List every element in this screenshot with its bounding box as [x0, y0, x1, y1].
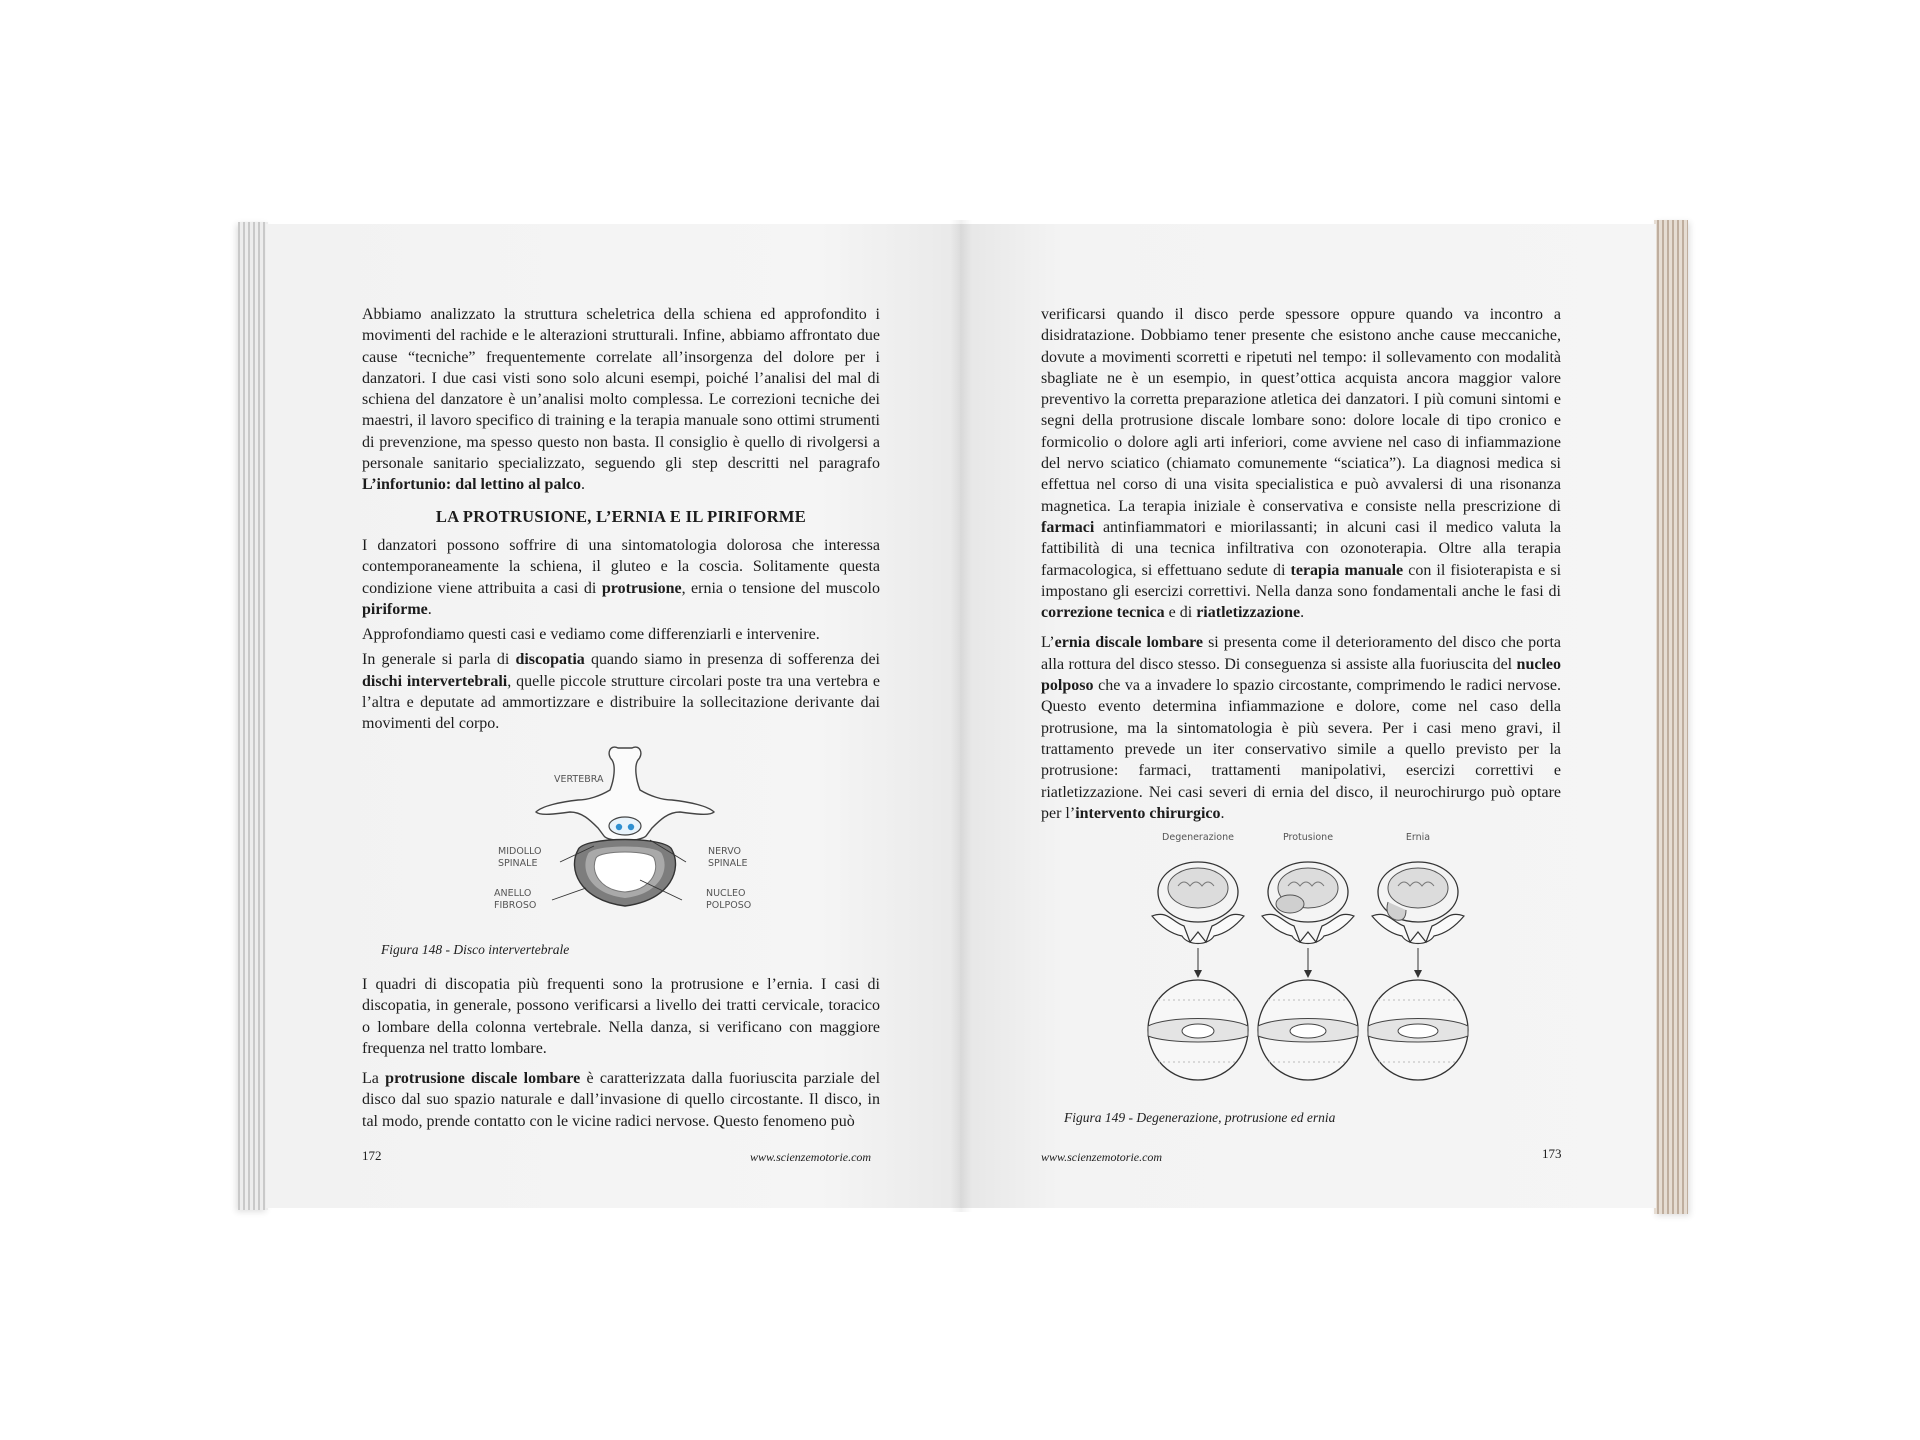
bold-term: terapia manuale — [1290, 561, 1404, 579]
label-midollo-1: MIDOLLO — [498, 846, 542, 857]
bold-term: L’infortunio: dal lettino al palco — [362, 476, 581, 494]
figure-148-disc-diagram — [490, 740, 770, 925]
stage-degeneration — [1148, 832, 1248, 1080]
bold-term: protrusione — [601, 579, 682, 597]
spinal-canal — [609, 817, 641, 835]
left-page-column-bottom — [362, 974, 880, 1136]
stage-protrusion — [1258, 832, 1358, 1080]
nucleus-top-view — [1168, 868, 1228, 908]
paragraph-ernia: L’ernia discale lombare si presenta come il deterioramento del disco che porta alla rottura del disco stesso. Di conseguenza si assiste alla fuoriuscita del nucleo polposo che va a invadere lo spazio circostante, comprimendo le radici nervose. Questo evento determina infiammazione e dolore, come nel caso della protrusione, ma la sintomatologia è più severa. Per i casi meno gravi, il trattamento prevede un iter conservativo simile a quello previsto per la protrusione: farmaci, trattamenti manipolativi, esercizi correttivi e riatletizzazione. Nei casi severi di ernia del disco, il neurochirurgo può optare per l’intervento chirurgico. — [1041, 634, 1561, 822]
left-page-edges — [238, 222, 268, 1210]
bold-term: farmaci — [1041, 518, 1095, 536]
stage-label-protrusion: Protusione — [1282, 832, 1334, 843]
section-heading: LA PROTRUSIONE, L’ERNIA E IL PIRIFORME — [435, 506, 807, 526]
paragraph-discopatia: In generale si parla di discopatia quando siamo in presenza di sofferenza dei dischi intervertebrali, quelle piccole strutture circolari poste tra una vertebra e l’altra e deputate ad ammortizzare e distribuire la sollecitazione derivante dai movimenti del corpo. — [362, 651, 880, 733]
spinal-cord-right — [628, 824, 634, 830]
right-page-edges — [1654, 220, 1688, 1214]
label-nervo-2: SPINALE — [708, 858, 748, 869]
label-nervo-1: NERVO — [708, 846, 741, 857]
figure-149-caption: Figura 149 - Degenerazione, protrusione ed ernia — [1064, 1110, 1336, 1125]
bold-term: discopatia — [515, 651, 585, 669]
label-midollo-2: SPINALE — [498, 858, 538, 869]
bold-term: riatletizzazione — [1196, 604, 1301, 622]
label-vertebra: VERTEBRA — [554, 774, 604, 785]
bold-term: protrusione discale lombare — [385, 1070, 581, 1088]
right-page-number: 173 — [1542, 1146, 1562, 1161]
bold-term: nucleo polposo — [1041, 655, 1561, 695]
figure-149-disc-stages — [1140, 830, 1480, 1100]
label-nucleo-1: NUCLEO — [706, 888, 746, 899]
bold-term: correzione tecnica — [1041, 604, 1165, 622]
left-page-url: www.scienzemotorie.com — [750, 1150, 872, 1164]
leader-anello — [552, 888, 586, 900]
bold-term: ernia discale lombare — [1054, 634, 1204, 652]
paragraph-protrusione: La protrusione discale lombare è caratterizzata dalla fuoriuscita parziale del disco dal suo spazio naturale e dall’invasione di quello circostante. Il disco, in tal modo, prende contatto con le vicine radici nervose. Questo fenomeno può — [362, 1070, 881, 1130]
stage-label-degeneration: Degenerazione — [1162, 832, 1234, 843]
right-page-column — [1041, 304, 1561, 828]
label-nucleo-2: POLPOSO — [706, 900, 752, 911]
paragraph-approfondiamo: Approfondiamo questi casi e vediamo come differenziarli e intervenire. — [362, 626, 820, 644]
nucleus-top-view — [1388, 868, 1448, 908]
paragraph-cause: verificarsi quando il disco perde spessore oppure quando va incontro a disidratazione. Dobbiamo tener presente che esistono anche cause meccaniche, dovute a movimenti scorretti e ripetuti nel tempo: il sollevamento con modalità sbagliate ne è un esempio, in quest’ottica acquista ancora maggior valore preventivo la corretta preparazione atletica dei danzatori. I più comuni sintomi e segni della protrusione discale lombare sono: dolore locale di tipo cronico e formicolio o dolore agli arti inferiori, come avviene nel caso di infiammazione del nervo sciatico (chiamato comunemente “sciatica”). La diagnosi medica si effettua nel corso di una visita specialistica e può avvalersi di una risonanza magnetica. La terapia iniziale è conservativa e consiste nella prescrizione di farmaci antinfiammatori e miorilassanti; in alcuni casi il medico valuta la fattibilità di una tecnica infiltrativa con ozonoterapia. Oltre alla terapia farmacologica, si effettuano sedute di terapia manuale con il fisioterapista e si impostano gli esercizi correttivi. Nella danza sono fondamentali anche le fasi di correzione tecnica e di riatletizzazione. — [1041, 306, 1562, 622]
stage-hernia — [1368, 832, 1468, 1080]
figure-148-caption: Figura 148 - Disco intervertebrale — [381, 942, 570, 957]
book-gutter — [950, 220, 972, 1212]
label-anello-1: ANELLO — [494, 888, 532, 899]
left-page-number: 172 — [362, 1148, 382, 1163]
paragraph-quadri: I quadri di discopatia più frequenti sono la protrusione e l’ernia. I casi di discopatia, in generale, possono verificarsi a livello dei tratti cervicale, toracico o lombare della colonna vertebrale. Nella danza, si verificano con maggiore frequenza nel tratto lombare. — [362, 976, 880, 1057]
intro-paragraph: Abbiamo analizzato la struttura scheletrica della schiena ed approfondito i movimenti del rachide e le alterazioni strutturali. Infine, abbiamo affrontato due cause “tecniche” frequentemente correlate all’insorgenza del dolore per i danzatori. I due casi visti sono solo alcuni esempi, poiché l’analisi del mal di schiena del danzatore è un’analisi molto complessa. Le correzioni tecniche dei maestri, il lavoro specifico di training e la terapia manuale sono ottimi strumenti di prevenzione, ma spesso questo non basta. Il consiglio è quello di rivolgersi a personale sanitario specializzato, seguendo gli step descritti nel paragrafo L’infortunio: dal lettino al palco. — [362, 306, 880, 494]
bold-term: piriforme — [362, 600, 428, 618]
label-anello-2: FIBROSO — [494, 900, 537, 911]
spinal-cord-left — [616, 824, 622, 830]
bold-term: intervento chirurgico — [1075, 804, 1221, 822]
stage-label-hernia: Ernia — [1405, 832, 1431, 843]
left-page-column-top — [362, 304, 880, 739]
bold-term: dischi intervertebrali — [362, 672, 508, 690]
right-page-url: www.scienzemotorie.com — [1041, 1150, 1163, 1164]
paragraph-symptoms: I danzatori possono soffrire di una sintomatologia dolorosa che interessa contemporaneamente la schiena, il gluteo e la coscia. Solitamente questa condizione viene attribuita a casi di protrusione, ernia o tensione del muscolo piriforme. — [362, 536, 880, 618]
